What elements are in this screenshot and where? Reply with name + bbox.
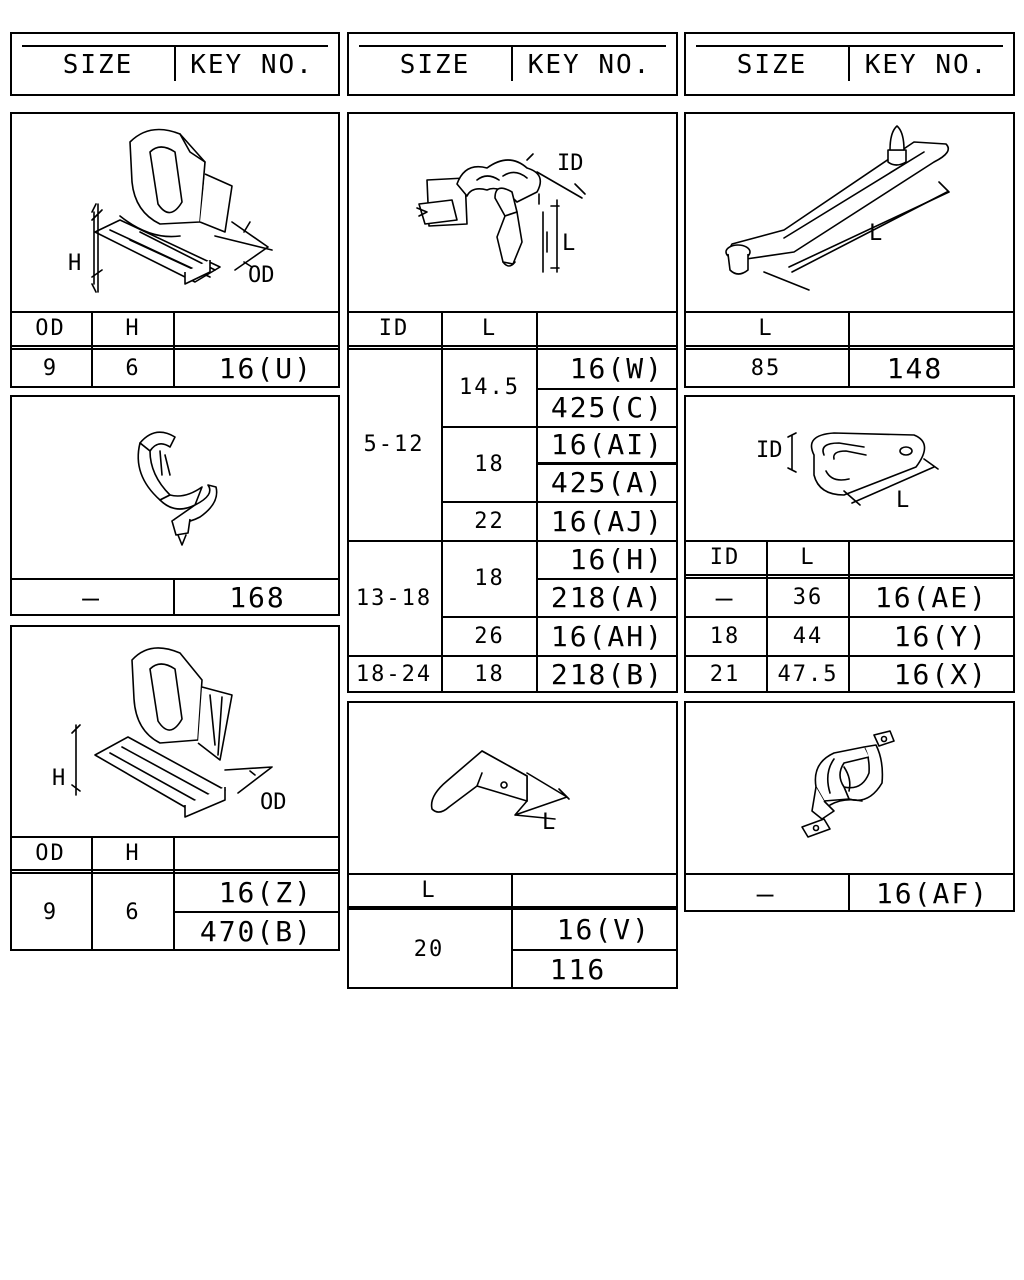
col-head-od: OD (35, 316, 66, 341)
cell-id: — (715, 580, 735, 614)
dimension-label-h: H (68, 251, 82, 276)
col-head-l: L (421, 877, 437, 903)
col-head-h: H (125, 840, 141, 866)
cell-key-no: 425(A) (550, 466, 664, 499)
cell-l: 18 (474, 451, 505, 477)
cell-l: 20 (413, 936, 445, 962)
cell-key-no: 16(Y) (893, 619, 988, 653)
cell-l: 44 (792, 623, 824, 649)
cell-id: 21 (709, 662, 741, 687)
dimension-label-l: L (896, 488, 910, 513)
cell-id: 18 (709, 623, 741, 649)
dimension-label-l: L (562, 231, 576, 256)
col-head-id: ID (378, 316, 410, 341)
bracket-clip-illustration (347, 701, 678, 871)
cell-key-no: 16(U) (218, 352, 313, 385)
dimension-label-id: ID (756, 438, 783, 463)
table-rule (347, 345, 678, 347)
header-key-label: KEY NO. (190, 50, 314, 80)
cell-key-no: 16(AF) (875, 876, 990, 910)
cell-l: 18 (474, 566, 505, 591)
cell-key-no: 148 (886, 352, 944, 385)
cell-key-no: 16(V) (556, 912, 651, 946)
cell-key-no: 425(C) (550, 391, 664, 424)
dimension-label-h: H (52, 766, 66, 791)
cell-key-no: 470(B) (199, 915, 313, 948)
cell-id: 18-24 (355, 662, 433, 687)
header-key-label: KEY NO. (864, 50, 989, 80)
cell-size-none: — (82, 581, 101, 614)
harness-clip-illustration (10, 395, 340, 575)
cell-key-no: 16(Z) (218, 875, 313, 909)
col-head-l: L (800, 545, 816, 570)
cell-key-no: 16(AH) (550, 619, 664, 653)
cell-key-no: 16(X) (893, 658, 988, 691)
dimension-label-od: OD (248, 263, 275, 288)
cell-id: 13-18 (355, 585, 433, 611)
col-head-h: H (125, 316, 141, 341)
loop-clamp-illustration (684, 395, 1015, 540)
fir-tree-clip-illustration (10, 112, 340, 312)
cell-key-no: 16(AI) (550, 428, 664, 461)
double-clamp-illustration (347, 112, 678, 312)
cell-key-no: 218(B) (550, 658, 664, 691)
cell-l: 36 (792, 584, 824, 610)
col-head-od: OD (35, 840, 66, 866)
cell-key-no: 16(AJ) (550, 504, 664, 538)
cell-l: 85 (750, 356, 782, 381)
cell-l: 26 (474, 623, 505, 649)
cell-od: 9 (42, 899, 59, 925)
cell-l: 22 (474, 508, 505, 534)
table-rule (10, 869, 340, 871)
col-head-l: L (758, 316, 774, 341)
cell-h: 6 (125, 899, 141, 925)
cell-key-no: 16(AE) (874, 580, 988, 614)
cell-l: 47.5 (777, 662, 839, 687)
header-size-label: SIZE (736, 50, 808, 80)
dimension-label-l: L (869, 221, 883, 246)
cell-key-no: 16(H) (569, 543, 664, 576)
cell-key-no: 218(A) (550, 581, 664, 614)
cell-size-none: — (756, 876, 776, 910)
header-size-label: SIZE (62, 50, 134, 80)
dimension-label-id: ID (557, 151, 584, 176)
cell-od: 9 (42, 356, 59, 381)
col-head-id: ID (709, 545, 741, 570)
dimension-label-od: OD (260, 790, 287, 815)
fir-tree-clip-long-illustration (10, 625, 340, 835)
cell-key-no: 116 (549, 953, 607, 986)
cell-h: 6 (125, 356, 141, 381)
cell-l: 18 (474, 662, 505, 687)
cell-id: 5-12 (363, 432, 425, 457)
table-rule (10, 345, 340, 347)
saddle-clamp-illustration (684, 701, 1015, 871)
cell-l: 14.5 (459, 375, 520, 400)
header-key-label: KEY NO. (527, 50, 652, 80)
col-head-l: L (481, 316, 498, 341)
header-size-label: SIZE (399, 50, 471, 80)
cable-tie-band-illustration (684, 112, 1015, 312)
cell-key-no: 16(W) (569, 352, 664, 385)
dimension-label-l: L (542, 810, 556, 835)
cell-key-no: 168 (229, 581, 286, 614)
